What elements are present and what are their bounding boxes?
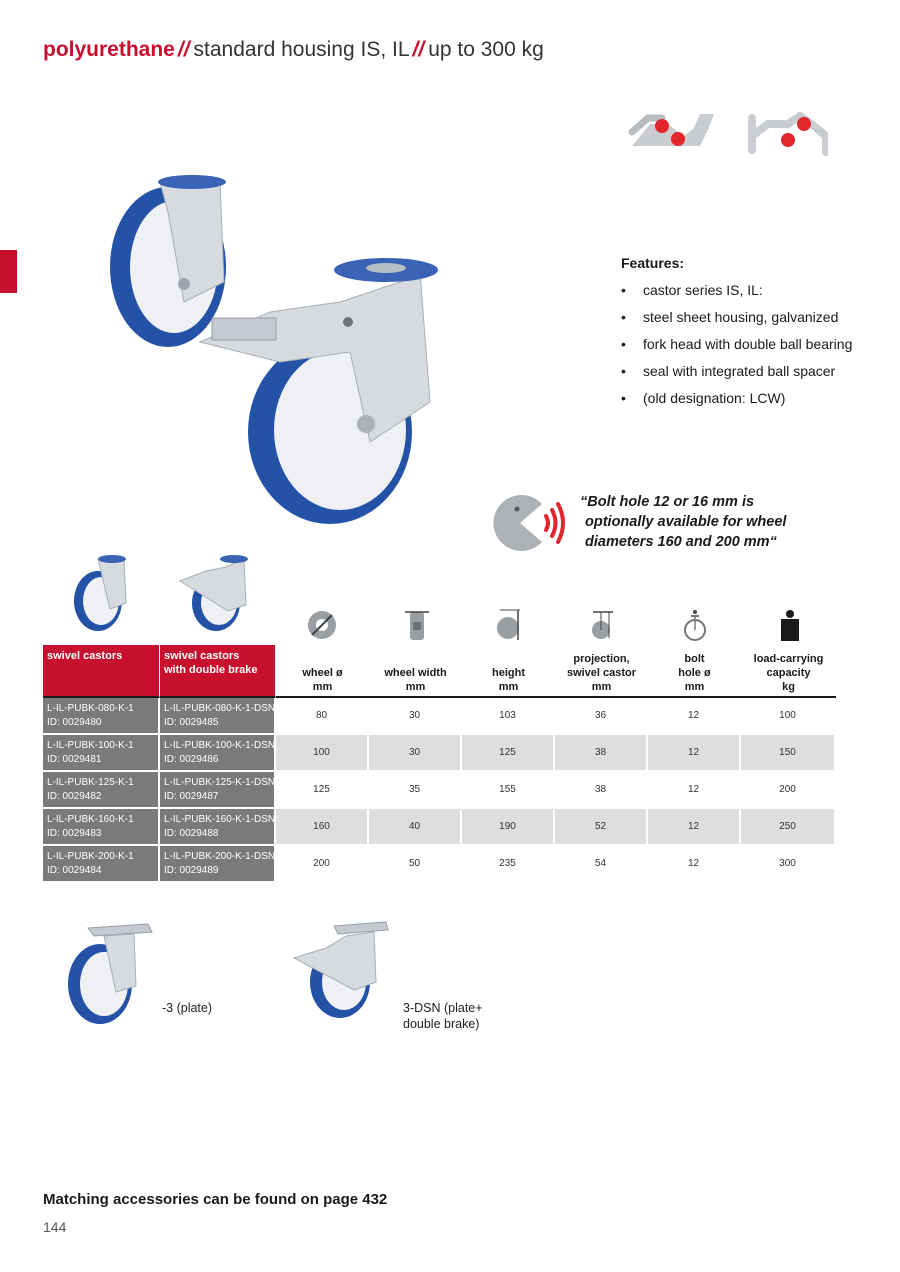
note-line-1: “Bolt hole 12 or 16 mm is: [580, 494, 755, 510]
title-housing: standard housing IS, IL: [193, 38, 410, 61]
load-cell: 200: [741, 772, 836, 809]
bolt-hole-cell: 12: [648, 846, 741, 883]
feature-item: • seal with integrated ball spacer: [621, 362, 861, 380]
wheel-diameter-cell: 100: [276, 735, 369, 772]
plate-brake-castor-illustration: [290, 918, 390, 1022]
height-cell: 190: [462, 809, 555, 846]
load-cell: 100: [741, 698, 836, 735]
page-title: [43, 38, 544, 62]
table-row: [43, 772, 836, 809]
brake-code-cell: L-IL-PUBK-100-K-1-DSN ID: 0029486: [160, 735, 276, 772]
table-row: [43, 698, 836, 735]
height-icon: [494, 608, 526, 642]
bolt-hole-cell: 12: [648, 772, 741, 809]
bolt-hole-icon: [681, 608, 713, 642]
plate-brake-variant-caption: 3-DSN (plate+ double brake): [403, 1001, 483, 1031]
bolt-hole-cell: 12: [648, 735, 741, 772]
projection-cell: 36: [555, 698, 648, 735]
table-row: [43, 809, 836, 846]
bolt-hole-cell: 12: [648, 698, 741, 735]
swivel-castor-thumbnail: [70, 553, 132, 633]
height-cell: 103: [462, 698, 555, 735]
wheel-width-cell: 30: [369, 698, 462, 735]
feature-item: • steel sheet housing, galvanized: [621, 308, 861, 326]
title-load: up to 300 kg: [428, 38, 544, 61]
header-wheel-diameter: wheel ø mm: [276, 645, 369, 698]
header-wheel-width: wheel width mm: [369, 645, 462, 698]
wheel-diameter-cell: 200: [276, 846, 369, 883]
wheel-width-cell: 40: [369, 809, 462, 846]
title-separator-1: //: [177, 38, 190, 61]
header-projection: projection, swivel castor mm: [555, 645, 648, 698]
header-load-capacity: load-carrying capacity kg: [741, 645, 836, 698]
title-material: polyurethane: [43, 38, 175, 61]
wheel-diameter-cell: 160: [276, 809, 369, 846]
swivel-code-cell: L-IL-PUBK-080-K-1 ID: 0029480: [43, 698, 160, 735]
main-castor-illustration: [100, 172, 450, 532]
table-row: [43, 846, 836, 883]
height-cell: 155: [462, 772, 555, 809]
features-heading: Features:: [621, 255, 685, 271]
brake-code-cell: L-IL-PUBK-200-K-1-DSN ID: 0029489: [160, 846, 276, 883]
section-marker: [0, 250, 17, 293]
header-bolt-hole: bolt hole ø mm: [648, 645, 741, 698]
wheel-diameter-cell: 80: [276, 698, 369, 735]
title-separator-2: //: [412, 38, 425, 61]
plate-variant-caption: -3 (plate): [162, 1001, 213, 1015]
swivel-code-cell: L-IL-PUBK-160-K-1 ID: 0029483: [43, 809, 160, 846]
ramp-usage-icon: [628, 106, 828, 156]
spec-table: [43, 645, 836, 883]
brake-code-cell: L-IL-PUBK-080-K-1-DSN ID: 0029485: [160, 698, 276, 735]
projection-cell: 54: [555, 846, 648, 883]
wheel-diameter-cell: 125: [276, 772, 369, 809]
height-cell: 125: [462, 735, 555, 772]
brake-code-cell: L-IL-PUBK-160-K-1-DSN ID: 0029488: [160, 809, 276, 846]
plate-castor-illustration: [64, 918, 154, 1026]
accessories-note: Matching accessories can be found on page 432: [43, 1191, 388, 1208]
announcement-icon: [490, 494, 570, 552]
note-line-2: optionally available for wheel: [585, 514, 787, 530]
header-brake-castors: swivel castors with double brake: [160, 645, 276, 698]
projection-cell: 38: [555, 772, 648, 809]
feature-item: • fork head with double ball bearing: [621, 335, 861, 353]
wheel-width-cell: 35: [369, 772, 462, 809]
load-weight-icon: [774, 608, 806, 642]
header-height: height mm: [462, 645, 555, 698]
feature-item: • castor series IS, IL:: [621, 281, 861, 299]
wheel-width-icon: [401, 608, 433, 642]
features-panel: [621, 254, 861, 416]
height-cell: 235: [462, 846, 555, 883]
load-cell: 300: [741, 846, 836, 883]
bolt-hole-note: [580, 492, 840, 552]
bolt-hole-cell: 12: [648, 809, 741, 846]
page-number: 144: [43, 1219, 67, 1235]
wheel-diameter-icon: [306, 608, 338, 642]
projection-icon: [587, 608, 619, 642]
brake-code-cell: L-IL-PUBK-125-K-1-DSN ID: 0029487: [160, 772, 276, 809]
load-cell: 150: [741, 735, 836, 772]
table-row: [43, 735, 836, 772]
header-swivel-castors: swivel castors: [43, 645, 160, 698]
load-cell: 250: [741, 809, 836, 846]
projection-cell: 52: [555, 809, 648, 846]
features-list: [621, 281, 861, 407]
feature-item: • (old designation: LCW): [621, 389, 861, 407]
brake-castor-thumbnail: [176, 553, 251, 633]
note-line-3: diameters 160 and 200 mm“: [585, 534, 777, 550]
wheel-width-cell: 50: [369, 846, 462, 883]
floor-usage-pictograms: [628, 106, 828, 156]
swivel-code-cell: L-IL-PUBK-100-K-1 ID: 0029481: [43, 735, 160, 772]
swivel-code-cell: L-IL-PUBK-125-K-1 ID: 0029482: [43, 772, 160, 809]
wheel-width-cell: 30: [369, 735, 462, 772]
swivel-code-cell: L-IL-PUBK-200-K-1 ID: 0029484: [43, 846, 160, 883]
projection-cell: 38: [555, 735, 648, 772]
